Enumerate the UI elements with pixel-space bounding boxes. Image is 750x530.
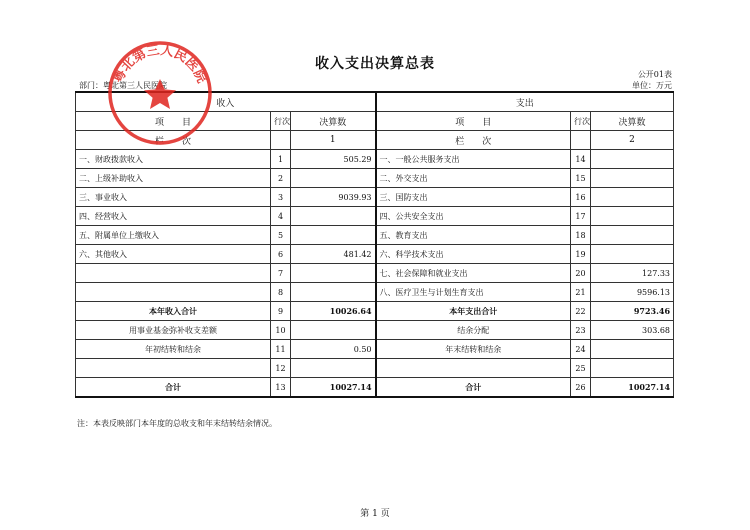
- expense-column-number: 2: [591, 131, 674, 150]
- table-row: [76, 321, 674, 340]
- official-seal: [104, 37, 216, 149]
- income-label: 二、上级补助收入: [76, 169, 271, 188]
- expense-row-no: 25: [571, 359, 591, 378]
- income-label: 四、经营收入: [76, 207, 271, 226]
- table-row: [76, 226, 674, 245]
- expense-item-header: 项 目: [376, 112, 571, 131]
- expense-row-no-header: 行次: [571, 112, 591, 131]
- expense-grand-amount: 10027.14: [591, 378, 674, 398]
- expense-amount: [591, 226, 674, 245]
- income-row-no: 4: [271, 207, 291, 226]
- expense-label: 五、教育支出: [376, 226, 571, 245]
- income-column-label: 栏 次: [76, 131, 271, 150]
- expense-amount-header: 决算数: [591, 112, 674, 131]
- income-total-amount: 10026.64: [291, 302, 376, 321]
- income-label: 用事业基金弥补收支差额: [76, 321, 271, 340]
- table-row: [76, 169, 674, 188]
- expense-amount: 9596.13: [591, 283, 674, 302]
- income-amount: [291, 359, 376, 378]
- expense-row-no: 15: [571, 169, 591, 188]
- table-row: [76, 283, 674, 302]
- income-amount: 505.29: [291, 150, 376, 169]
- income-row-no: 3: [271, 188, 291, 207]
- income-label: [76, 283, 271, 302]
- expense-total-label: 本年支出合计: [376, 302, 571, 321]
- table-row: [76, 188, 674, 207]
- expense-amount: [591, 169, 674, 188]
- income-amount: 481.42: [291, 245, 376, 264]
- page-title: 收入支出决算总表: [315, 56, 435, 72]
- empty-cell: [571, 131, 591, 150]
- income-row-no: 10: [271, 321, 291, 340]
- income-label: 五、附属单位上缴收入: [76, 226, 271, 245]
- expense-grand-label: 合计: [376, 378, 571, 398]
- expense-row-no: 17: [571, 207, 591, 226]
- expense-total-row-no: 22: [571, 302, 591, 321]
- income-row-no: 6: [271, 245, 291, 264]
- expense-row-no: 21: [571, 283, 591, 302]
- expense-amount: [591, 150, 674, 169]
- income-amount: [291, 264, 376, 283]
- income-amount: [291, 321, 376, 340]
- income-label: 一、财政拨款收入: [76, 150, 271, 169]
- expense-row-no: 18: [571, 226, 591, 245]
- table-row: [76, 245, 674, 264]
- expense-row-no: 14: [571, 150, 591, 169]
- income-grand-row-no: 13: [271, 378, 291, 398]
- expense-amount: [591, 340, 674, 359]
- income-amount-header: 决算数: [291, 112, 376, 131]
- income-label: [76, 264, 271, 283]
- income-amount: 9039.93: [291, 188, 376, 207]
- income-row-no: 8: [271, 283, 291, 302]
- expense-grand-row-no: 26: [571, 378, 591, 398]
- income-row-no: 5: [271, 226, 291, 245]
- table-row: [76, 359, 674, 378]
- income-amount: [291, 207, 376, 226]
- expense-column-label: 栏 次: [376, 131, 571, 150]
- income-label: [76, 359, 271, 378]
- expense-label: 一、一般公共服务支出: [376, 150, 571, 169]
- grand-total-row: [76, 378, 674, 398]
- empty-cell: [271, 131, 291, 150]
- income-amount: [291, 169, 376, 188]
- expense-row-no: 24: [571, 340, 591, 359]
- expense-label: 八、医疗卫生与计划生育支出: [376, 283, 571, 302]
- unit-label: 单位：万元: [632, 81, 672, 90]
- income-grand-label: 合计: [76, 378, 271, 398]
- expense-row-no: 23: [571, 321, 591, 340]
- expense-label: 三、国防支出: [376, 188, 571, 207]
- table-row: [76, 207, 674, 226]
- expense-amount: [591, 188, 674, 207]
- expense-row-no: 19: [571, 245, 591, 264]
- expense-row-no: 20: [571, 264, 591, 283]
- income-grand-amount: 10027.14: [291, 378, 376, 398]
- expense-label: 七、社会保障和就业支出: [376, 264, 571, 283]
- income-header: 收入: [76, 92, 376, 112]
- income-row-no-header: 行次: [271, 112, 291, 131]
- expense-amount: [591, 207, 674, 226]
- income-row-no: 7: [271, 264, 291, 283]
- form-code: 公开01表: [637, 70, 672, 79]
- seal-text: 粤北第三人民医院: [110, 43, 210, 86]
- expense-label: 四、公共安全支出: [376, 207, 571, 226]
- income-total-label: 本年收入合计: [76, 302, 271, 321]
- expense-label: 结余分配: [376, 321, 571, 340]
- expense-amount: 303.68: [591, 321, 674, 340]
- table-row: [76, 150, 674, 169]
- expense-label: 六、科学技术支出: [376, 245, 571, 264]
- star-icon: [144, 79, 176, 109]
- expense-label: 年末结转和结余: [376, 340, 571, 359]
- income-label: 六、其他收入: [76, 245, 271, 264]
- expense-total-amount: 9723.46: [591, 302, 674, 321]
- income-row-no: 11: [271, 340, 291, 359]
- expense-row-no: 16: [571, 188, 591, 207]
- income-row-no: 1: [271, 150, 291, 169]
- income-amount: 0.50: [291, 340, 376, 359]
- income-total-row-no: 9: [271, 302, 291, 321]
- income-item-header: 项 目: [76, 112, 271, 131]
- expense-header: 支出: [376, 92, 674, 112]
- income-row-no: 2: [271, 169, 291, 188]
- income-amount: [291, 283, 376, 302]
- income-row-no: 12: [271, 359, 291, 378]
- expense-amount: [591, 359, 674, 378]
- department-label: 部门：粤北第三人民医院: [79, 81, 167, 90]
- totals-row: [76, 302, 674, 321]
- income-label: 年初结转和结余: [76, 340, 271, 359]
- income-label: 三、事业收入: [76, 188, 271, 207]
- footnote: 注：本表反映部门本年度的总收支和年末结转结余情况。: [77, 419, 277, 428]
- expense-label: 二、外交支出: [376, 169, 571, 188]
- income-column-number: 1: [291, 131, 376, 150]
- expense-amount: [591, 245, 674, 264]
- page-number: 第 1 页: [360, 509, 390, 519]
- expense-label: [376, 359, 571, 378]
- table-row: [76, 340, 674, 359]
- table-row: [76, 264, 674, 283]
- expense-amount: 127.33: [591, 264, 674, 283]
- income-amount: [291, 226, 376, 245]
